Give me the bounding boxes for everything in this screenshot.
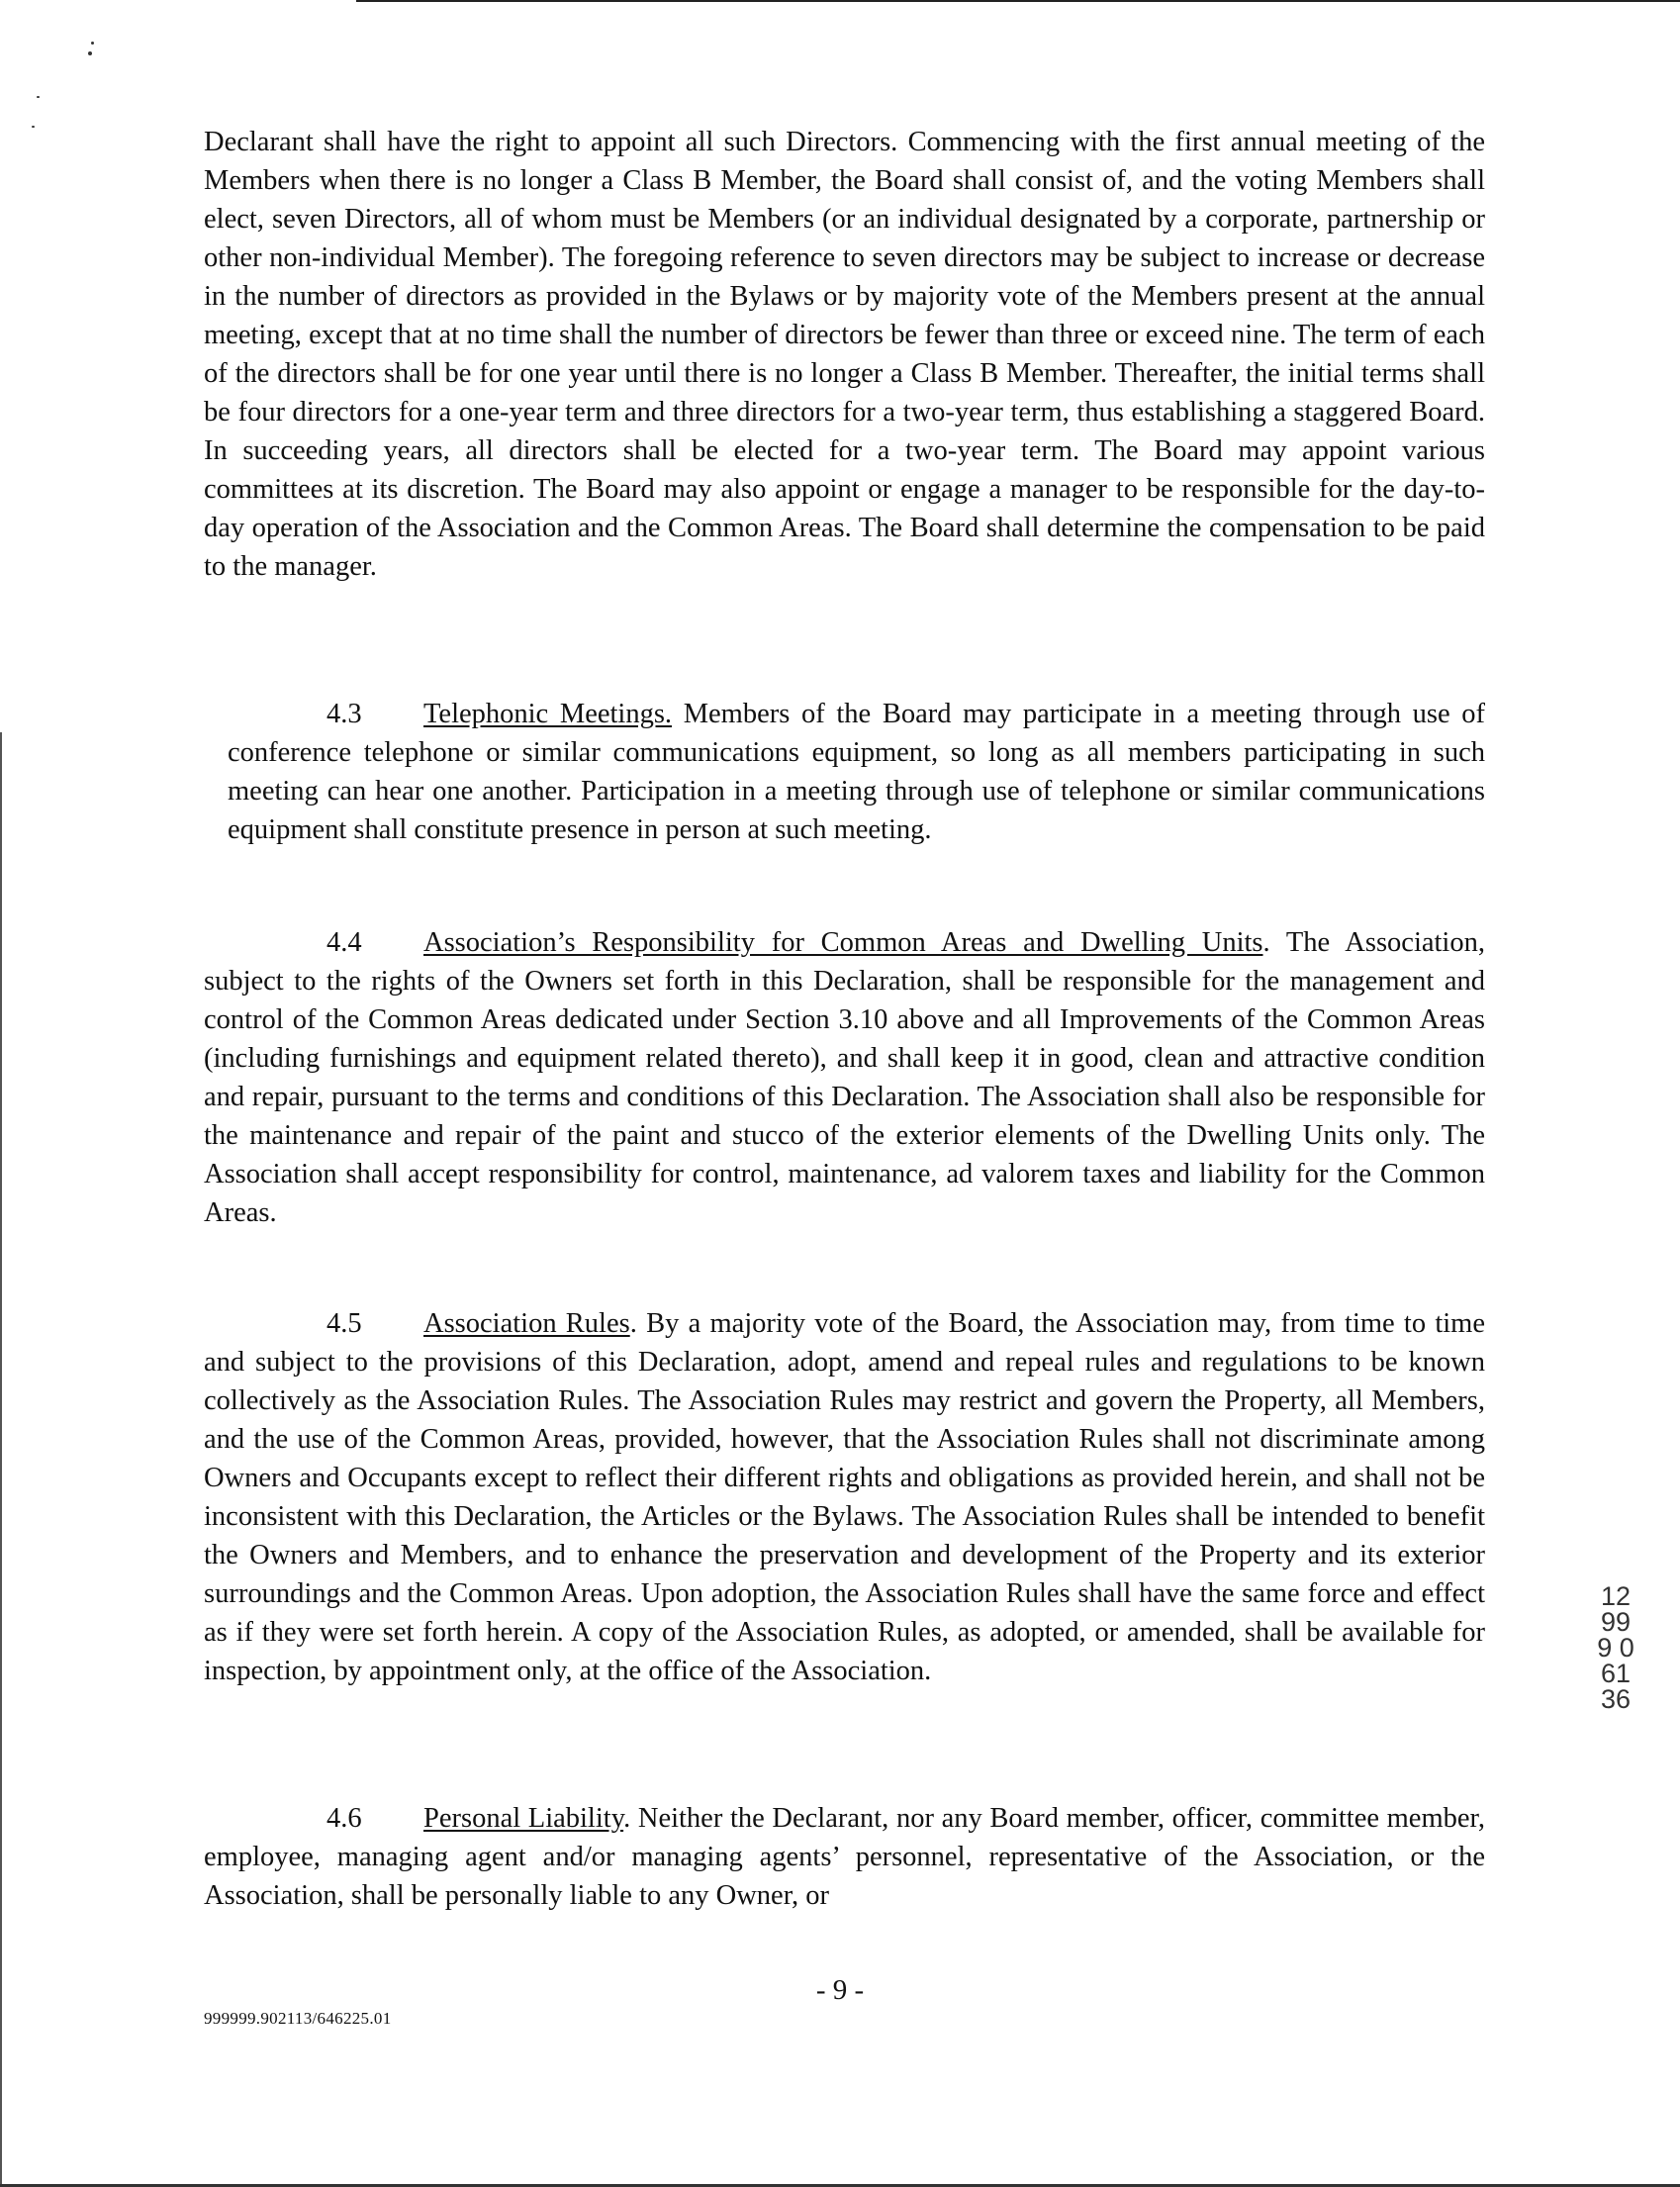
scan-speck bbox=[91, 42, 94, 45]
section-4-4 bbox=[204, 923, 1485, 1232]
continuation-paragraph bbox=[204, 123, 1485, 586]
section-heading: Association Rules bbox=[423, 1308, 630, 1339]
section-4-3 bbox=[228, 695, 1485, 849]
section-4-5 bbox=[204, 1304, 1485, 1690]
section-number: 4.4 bbox=[327, 927, 362, 958]
section-heading: Personal Liability bbox=[423, 1803, 624, 1834]
section-heading: Association’s Responsibility for Common Areas and Dwelling Units bbox=[423, 927, 1263, 958]
section-number: 4.3 bbox=[327, 699, 362, 729]
scan-speck bbox=[88, 51, 92, 55]
page-number: - 9 - bbox=[815, 1974, 865, 2006]
section-body: Members of the Board may participate in a meeting through use of conference telephone or similar communications equipment, so long as all members participating in such meeting can hear one another. Participation in a meeting through use of telephone or similar communications equipment shall constitute presence in person at such meeting. bbox=[228, 699, 1485, 845]
section-body: . Neither the Declarant, nor any Board member, officer, committee member, employee, managing agent and/or managing agents’ personnel, representative of the Association, or the Association, shall be personally liable to any Owner, or bbox=[204, 1803, 1485, 1911]
paragraph-text: Declarant shall have the right to appoint all such Directors. Commencing with the first annual meeting of the Members when there is no longer a Class B Member, the Board shall consist of, and the voting Members shall elect, seven Directors, all of whom must be Members (or an individual designated by a corporate, partnership or other non-individual Member). The foregoing reference to seven directors may be subject to increase or decrease in the number of directors as provided in the Bylaws or by majority vote of the Members present at the annual meeting, except that at no time shall the number of directors be fewer than three or exceed nine. The term of each of the directors shall be for one year until there is no longer a Class B Member. Thereafter, the initial terms shall be four directors for a one-year term and three directors for a two-year term, thus establishing a staggered Board. In succeeding years, all directors shall be elected for a two-year term. The Board may appoint various committees at its discretion. The Board may also appoint or engage a manager to be responsible for the day-to-day operation of the Association and the Common Areas. The Board shall determine the compensation to be paid to the manager. bbox=[204, 127, 1485, 582]
section-number: 4.5 bbox=[327, 1308, 362, 1339]
scan-speck bbox=[37, 96, 40, 98]
margin-recording-stamp: 12999 06136 bbox=[1597, 1581, 1634, 1714]
scan-top-edge bbox=[356, 0, 1680, 2]
document-id: 999999.902113/646225.01 bbox=[204, 2009, 392, 2028]
section-number: 4.6 bbox=[327, 1803, 362, 1834]
section-body: . By a majority vote of the Board, the Association may, from time to time and subject to the provisions of this Declaration, adopt, amend and repeal rules and regulations to be known collectively as the Association Rules. The Association Rules may restrict and govern the Property, all Members, and the use of the Common Areas, provided, however, that the Association Rules shall not discriminate among Owners and Occupants except to reflect their different rights and obligations as provided herein, and shall not be inconsistent with this Declaration, the Articles or the Bylaws. The Association Rules shall be intended to benefit the Owners and Members, and to enhance the preservation and development of the Property and its exterior surroundings and the Common Areas. Upon adoption, the Association Rules shall have the same force and effect as if they were set forth herein. A copy of the Association Rules, as adopted, or amended, shall be available for inspection, by appointment only, at the office of the Association. bbox=[204, 1308, 1485, 1686]
scan-speck bbox=[32, 126, 35, 128]
section-4-6 bbox=[204, 1799, 1485, 1915]
section-body: . The Association, subject to the rights of the Owners set forth in this Declaration, shall be responsible for the management and control of the Common Areas dedicated under Section 3.10 above and all Improvements of the Common Areas (including furnishings and equipment related thereto), and shall keep it in good, clean and attractive condition and repair, pursuant to the terms and conditions of this Declaration. The Association shall also be responsible for the maintenance and repair of the paint and stucco of the exterior elements of the Dwelling Units only. The Association shall accept responsibility for control, maintenance, ad valorem taxes and liability for the Common Areas. bbox=[204, 927, 1485, 1228]
section-heading: Telephonic Meetings. bbox=[423, 699, 673, 729]
scan-left-edge bbox=[0, 732, 2, 2187]
